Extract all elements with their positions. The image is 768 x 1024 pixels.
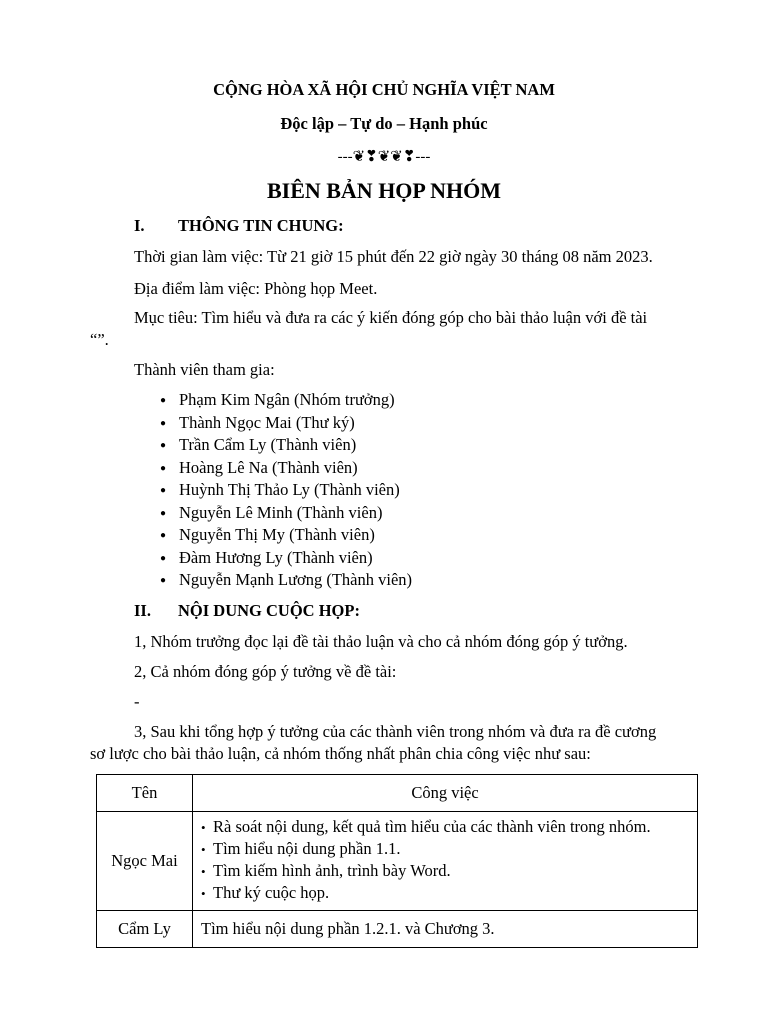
- list-item: ● Nguyễn Mạnh Lương (Thành viên): [160, 569, 412, 592]
- agenda-item-1: 1, Nhóm trưởng đọc lại đề tài thảo luận và cho cả nhóm đóng góp ý tưởng.: [134, 632, 628, 651]
- list-item: • Tìm hiểu nội dung phần 1.1.: [201, 838, 697, 860]
- document-title: BIÊN BẢN HỌP NHÓM: [266, 178, 502, 203]
- agenda-item-2: 2, Cả nhóm đóng góp ý tưởng về đề tài:: [134, 662, 397, 681]
- task-list: [193, 812, 697, 910]
- section-2-title: NỘI DUNG CUỘC HỌP:: [178, 601, 360, 620]
- list-item: ● Trần Cẩm Ly (Thành viên): [160, 434, 412, 457]
- meeting-place: Địa điểm làm việc: Phòng họp Meet.: [134, 279, 378, 298]
- list-item: ● Thành Ngọc Mai (Thư ký): [160, 412, 412, 435]
- list-item: ● Hoàng Lê Na (Thành viên): [160, 457, 412, 480]
- task-table: [96, 774, 698, 948]
- member-name-cell: Ngọc Mai: [97, 812, 193, 911]
- members-label: Thành viên tham gia:: [134, 360, 275, 379]
- list-item: • Rà soát nội dung, kết quả tìm hiểu của các thành viên trong nhóm.: [201, 816, 697, 838]
- member-name-cell: Cẩm Ly: [97, 911, 193, 948]
- section-2-number: II.: [134, 601, 151, 620]
- task-cell: Tìm hiểu nội dung phần 1.2.1. và Chương 3.: [193, 911, 698, 948]
- agenda-dash: -: [134, 692, 140, 711]
- section-1-number: I.: [134, 216, 145, 235]
- national-motto: Độc lập – Tự do – Hạnh phúc: [280, 114, 488, 133]
- list-item: • Tìm kiếm hình ảnh, trình bày Word.: [201, 860, 697, 882]
- agenda-item-3-line-1: 3, Sau khi tổng hợp ý tưởng của các thành viên trong nhóm và đưa ra đề cương: [134, 722, 657, 741]
- table-row: [97, 812, 698, 911]
- section-1-heading: [134, 216, 344, 236]
- list-item: ● Nguyễn Thị My (Thành viên): [160, 524, 412, 547]
- list-item: ● Phạm Kim Ngân (Nhóm trưởng): [160, 389, 412, 412]
- column-header-name: Tên: [97, 775, 193, 812]
- table-header-row: [97, 775, 698, 812]
- section-1-title: THÔNG TIN CHUNG:: [178, 216, 344, 235]
- ornament-divider: ---❦❣❦❦❣---: [337, 149, 431, 165]
- column-header-task: Công việc: [193, 775, 698, 812]
- meeting-time: Thời gian làm việc: Từ 21 giờ 15 phút đến 22 giờ ngày 30 tháng 08 năm 2023.: [134, 247, 653, 266]
- task-cell: [193, 812, 698, 911]
- meeting-goal-line-1: Mục tiêu: Tìm hiểu và đưa ra các ý kiến đóng góp cho bài thảo luận với đề tài: [134, 308, 648, 327]
- list-item: • Thư ký cuộc họp.: [201, 882, 697, 904]
- list-item: ● Đàm Hương Ly (Thành viên): [160, 547, 412, 570]
- list-item: ● Nguyễn Lê Minh (Thành viên): [160, 502, 412, 525]
- list-item: ● Huỳnh Thị Thảo Ly (Thành viên): [160, 479, 412, 502]
- table-row: [97, 911, 698, 948]
- meeting-goal-line-2: “”.: [90, 330, 109, 349]
- section-2-heading: [134, 601, 360, 621]
- national-heading: CỘNG HÒA XÃ HỘI CHỦ NGHĨA VIỆT NAM: [213, 80, 555, 99]
- agenda-item-3-line-2: sơ lược cho bài thảo luận, cả nhóm thống nhất phân chia công việc như sau:: [90, 744, 591, 763]
- member-list: [160, 389, 412, 592]
